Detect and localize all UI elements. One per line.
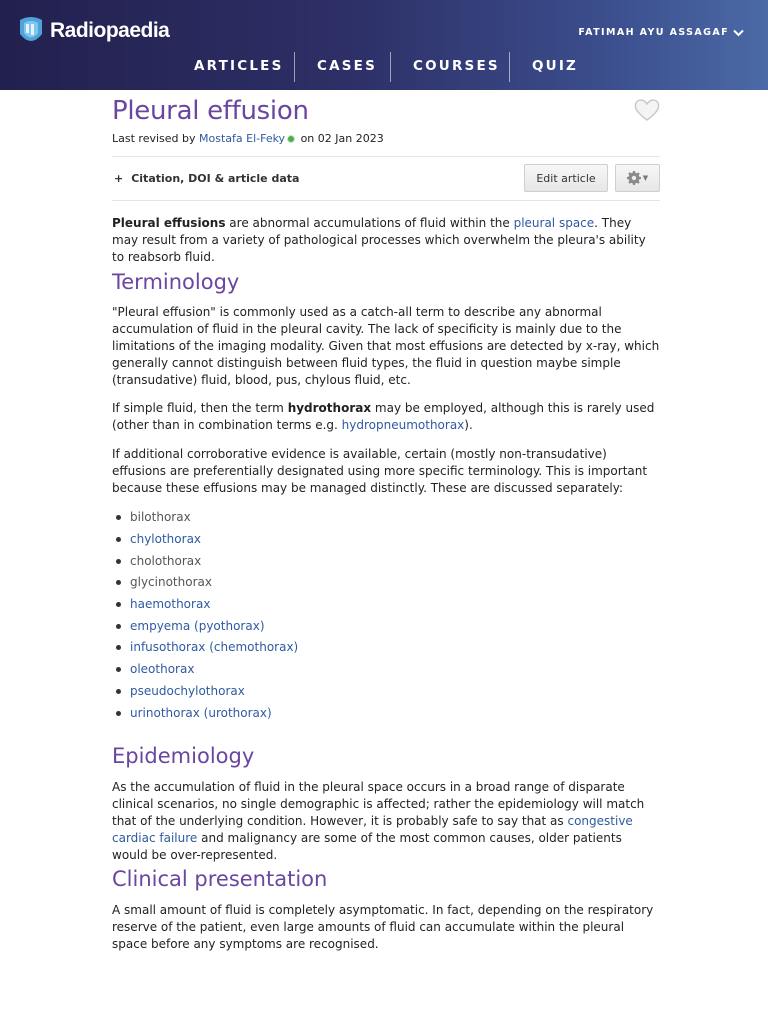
page-title: Pleural effusion xyxy=(112,96,309,126)
epidemiology-heading: Epidemiology xyxy=(112,744,255,768)
bullet-icon xyxy=(116,580,121,585)
bullet-icon xyxy=(116,559,121,564)
bullet-icon xyxy=(116,645,121,650)
user-name[interactable]: FATIMAH AYU ASSAGAF xyxy=(578,27,729,38)
para-text: may be employed, although this is rarely used (other than in combination terms e.g. xyxy=(112,401,655,432)
terminology-heading: Terminology xyxy=(112,270,240,294)
revised-date: on 02 Jan 2023 xyxy=(300,132,384,145)
user-menu[interactable] xyxy=(578,27,744,38)
revised-prefix: Last revised by xyxy=(112,132,196,145)
epidemiology-paragraph xyxy=(112,779,660,864)
settings-dropdown-button[interactable] xyxy=(615,164,660,192)
para-text: If simple fluid, then the term xyxy=(112,401,288,415)
caret-down-icon: ▼ xyxy=(642,174,649,182)
list-item-link[interactable]: chylothorax xyxy=(130,532,202,546)
list-item-link[interactable]: haemothorax xyxy=(130,597,211,611)
divider xyxy=(112,156,660,157)
citation-label: Citation, DOI & article data xyxy=(131,172,300,185)
revised-author-link[interactable]: Mostafa El-Feky xyxy=(199,132,286,145)
intro-bold: Pleural effusions xyxy=(112,216,226,230)
para-text: and malignancy are some of the most common causes, older patients would be over-represented. xyxy=(112,831,622,862)
list-item-link[interactable]: pseudochylothorax xyxy=(130,684,245,698)
nav-divider xyxy=(509,52,510,82)
top-header xyxy=(0,0,768,90)
nav-articles[interactable]: ARTICLES xyxy=(194,58,284,74)
intro-text: . They may result from a variety of pathological processes which overwhelm the pleura's ability to reabsorb fluid. xyxy=(112,216,646,264)
bullet-icon xyxy=(116,515,121,520)
nav-divider xyxy=(390,52,391,82)
radiopaedia-logo[interactable] xyxy=(16,14,169,48)
chevron-down-icon[interactable] xyxy=(733,29,744,37)
para-text: As the accumulation of fluid in the pleural space occurs in a broad range of disparate clinical scenarios, no single demographic is affected; rather the epidemiology will match that of the underlying condition. However, it is probably safe to say that as xyxy=(112,780,645,828)
bullet-icon xyxy=(116,711,121,716)
brand-name: Radiopaedia xyxy=(50,19,170,42)
list-item-link[interactable]: infusothorax (chemothorax) xyxy=(130,640,299,654)
revision-info xyxy=(112,132,384,145)
edit-article-button[interactable]: Edit article xyxy=(524,164,608,192)
bullet-icon xyxy=(116,624,121,629)
terminology-paragraph-2 xyxy=(112,400,660,434)
list-item-text: bilothorax xyxy=(130,510,191,524)
gear-icon xyxy=(627,171,641,185)
terminology-paragraph-3: If additional corroborative evidence is available, certain (mostly non-transudative) effusions are preferentially designated using more specific terminology. This is important because these effusions may be managed distinctly. These are discussed separately: xyxy=(112,447,648,495)
hydropneumothorax-link[interactable]: hydropneumothorax xyxy=(341,418,465,432)
nav-courses[interactable]: COURSES xyxy=(413,58,500,74)
nav-divider xyxy=(294,52,295,82)
list-item-text: glycinothorax xyxy=(130,575,212,589)
citation-toggle[interactable] xyxy=(114,172,299,185)
clinical-paragraph: A small amount of fluid is completely asymptomatic. In fact, depending on the respiratory reserve of the patient, even large amounts of fluid can accumulate within the pleural space before any symptoms are recognised. xyxy=(112,903,654,951)
divider xyxy=(112,200,660,201)
radiopaedia-logo-icon xyxy=(16,14,46,48)
clinical-presentation-heading: Clinical presentation xyxy=(112,867,328,891)
bullet-icon xyxy=(116,667,121,672)
main-nav xyxy=(0,52,768,82)
congestive-cardiac-failure-link[interactable]: congestive cardiac failure xyxy=(112,814,633,845)
list-item-link[interactable]: oleothorax xyxy=(130,662,195,676)
online-status-icon xyxy=(287,135,295,143)
nav-cases[interactable]: CASES xyxy=(317,58,378,74)
expand-plus-icon: + xyxy=(114,172,124,185)
hydrothorax-bold: hydrothorax xyxy=(287,401,372,415)
terminology-paragraph-1: "Pleural effusion" is commonly used as a catch-all term to describe any abnormal accumulation of fluid in the pleural cavity. The lack of specificity is mainly due to the limitations of the imaging modality. Given that most effusions are detected by x-ray, which generally cannot distinguish between fluid types, the fluid in question maybe simple (transudative) fluid, blood, pus, chylous fluid, etc. xyxy=(112,305,660,387)
bullet-icon xyxy=(116,689,121,694)
bullet-icon xyxy=(116,537,121,542)
intro-paragraph xyxy=(112,215,660,266)
bullet-icon xyxy=(116,602,121,607)
favorite-heart-icon[interactable] xyxy=(634,98,660,122)
intro-text: are abnormal accumulations of fluid within the xyxy=(225,216,514,230)
pleural-space-link[interactable]: pleural space xyxy=(513,216,595,230)
para-text: ). xyxy=(464,418,473,432)
nav-quiz[interactable]: QUIZ xyxy=(532,58,579,74)
list-item-link[interactable]: empyema (pyothorax) xyxy=(130,619,265,633)
list-item-link[interactable]: urinothorax (urothorax) xyxy=(130,706,272,720)
list-item-text: cholothorax xyxy=(130,554,202,568)
